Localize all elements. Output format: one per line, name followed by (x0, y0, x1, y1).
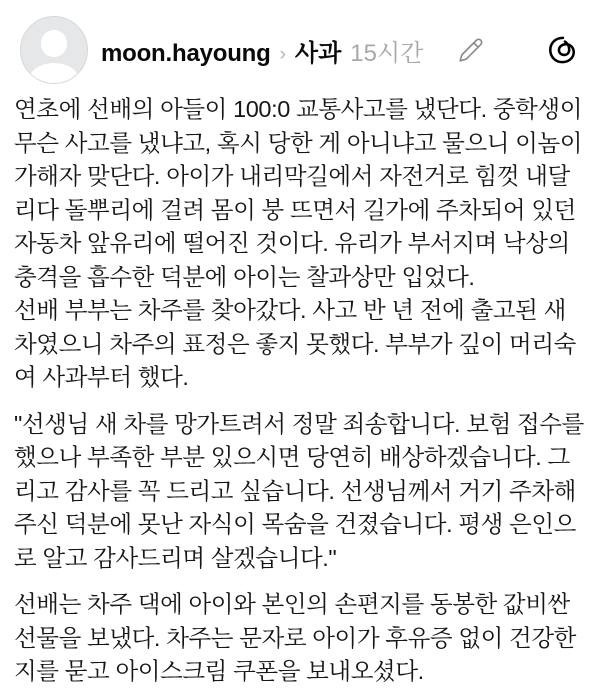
post-body (0, 84, 600, 689)
post-paragraph-quote: "선생님 새 차를 망가트려서 정말 죄송합니다. 보험 접수를 했으나 부족한 부분 있으시면 당연히 배상하겠습니다. 그리고 감사를 꼭 드리고 싶습니다. 선생님께서 거기 주차해 주신 덕분에 못난 자식이 목숨을 건졌습니다. 평생 은인으로 알고 감사드리며 살겠습니다." (14, 410, 584, 571)
timestamp: 15시간 (350, 39, 424, 67)
username[interactable]: moon.hayoung (101, 39, 271, 67)
avatar[interactable] (20, 16, 88, 84)
header-actions (458, 34, 578, 66)
post-paragraph: 연초에 선배의 아들이 100:0 교통사고를 냈단다. 중학생이 무슨 사고를 냈냐고, 혹시 당한 게 아니냐고 물으니 이놈이 가해자 맞단다. 아이가 내리막길에서 자전거로 힘껏 내달리다 돌뿌리에 걸려 몸이 붕 뜨면서 길가에 주차되어 있던 자동차 앞유리에 떨어진 것이다. 유리가 부서지며 낙상의 충격을 흡수한 덕분에 아이는 찰과상만 입었다. (14, 96, 583, 290)
edit-pencil-icon[interactable] (458, 37, 484, 63)
post-title-row (101, 33, 423, 68)
threads-logo-icon[interactable] (546, 34, 578, 66)
avatar-person-icon (41, 30, 67, 56)
post-paragraph: 선배는 차주 댁에 아이와 본인의 손편지를 동봉한 값비싼 선물을 보냈다. 차주는 문자로 아이가 후유증 없이 건강한지를 묻고 아이스크림 쿠폰을 보내오셨다. (14, 591, 576, 684)
post-header (0, 0, 600, 84)
chevron-right-icon: › (279, 43, 286, 65)
topic-link[interactable]: 사과 (294, 39, 342, 67)
post-paragraph: 선배 부부는 차주를 찾아갔다. 사고 반 년 전에 출고된 새 차였으니 차주의 표정은 좋지 못했다. 부부가 깊이 머리숙여 사과부터 했다. (14, 297, 576, 390)
avatar-person-icon (29, 63, 79, 84)
